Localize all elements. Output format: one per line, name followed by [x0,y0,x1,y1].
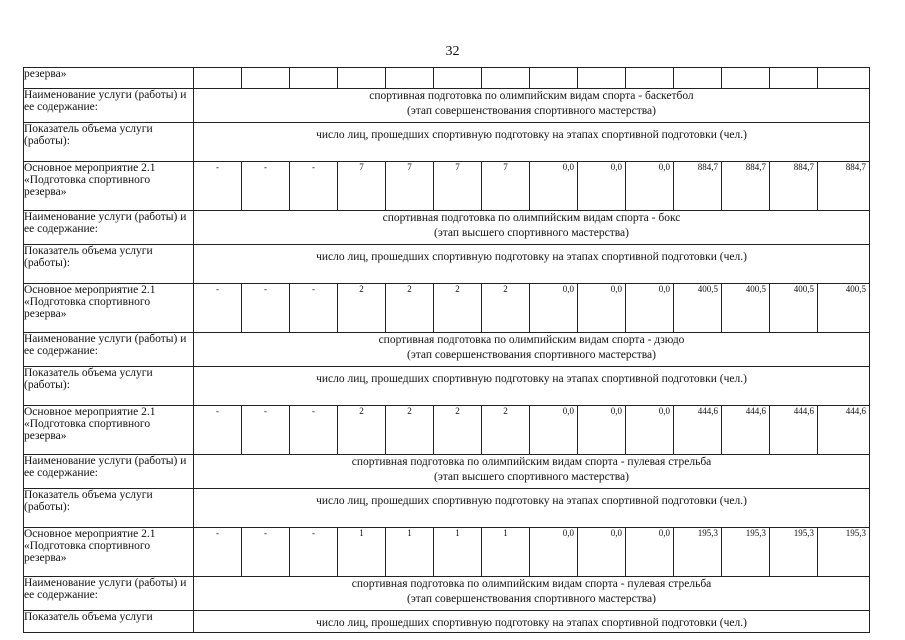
activity-label: Основное мероприятие 2.1 «Подготовка спортивного резерва» [24,284,194,333]
value-cell: - [242,528,290,577]
value-cell: 444,6 [818,406,870,455]
value-cell: 195,3 [770,528,818,577]
empty-cell [578,68,626,89]
activity-label: Основное мероприятие 2.1 «Подготовка спортивного резерва» [24,162,194,211]
value-cell: 1 [482,528,530,577]
value-cell: 195,3 [818,528,870,577]
service-stage: (этап совершенствования спортивного мастерства) [407,593,656,605]
value-cell: 0,0 [626,528,674,577]
volume-indicator-label: Показатель объема услуги (работы): [24,123,194,162]
value-cell: - [194,528,242,577]
value-cell: 0,0 [530,284,578,333]
value-cell: 884,7 [770,162,818,211]
service-description [194,89,870,123]
value-cell: - [290,162,338,211]
activity-label: Основное мероприятие 2.1 «Подготовка спортивного резерва» [24,528,194,577]
value-cell: 7 [386,162,434,211]
service-description [194,333,870,367]
value-cell: - [290,528,338,577]
value-cell: 2 [482,284,530,333]
service-name-row [24,211,870,245]
value-cell: 2 [386,284,434,333]
service-title: спортивная подготовка по олимпийским видам спорта - пулевая стрельба [351,578,712,590]
volume-indicator-label: Показатель объема услуги (работы): [24,245,194,284]
empty-cell [242,68,290,89]
value-cell: 0,0 [626,284,674,333]
volume-indicator-row [24,123,870,162]
services-table [23,67,870,633]
value-cell: 0,0 [578,284,626,333]
value-cell: 0,0 [530,162,578,211]
empty-cell [482,68,530,89]
service-title: спортивная подготовка по олимпийским видам спорта - дзюдо [378,334,685,346]
value-cell: 400,5 [770,284,818,333]
value-cell: 0,0 [626,406,674,455]
volume-indicator-row [24,611,870,633]
empty-cell [338,68,386,89]
value-cell: 195,3 [674,528,722,577]
empty-cell [674,68,722,89]
volume-indicator-row [24,245,870,284]
value-cell: - [242,162,290,211]
volume-indicator-row [24,489,870,528]
value-cell: 884,7 [722,162,770,211]
service-stage: (этап совершенствования спортивного мастерства) [407,349,656,361]
volume-indicator-row [24,367,870,406]
service-description [194,211,870,245]
value-cell: 884,7 [818,162,870,211]
activity-row [24,284,870,333]
value-cell: 400,5 [674,284,722,333]
value-cell: - [194,284,242,333]
service-name-label: Наименование услуги (работы) и ее содержание: [24,455,194,489]
value-cell: - [242,406,290,455]
service-name-row [24,577,870,611]
value-cell: 0,0 [530,528,578,577]
value-cell: 7 [338,162,386,211]
value-cell: 0,0 [578,528,626,577]
volume-indicator-label: Показатель объема услуги (работы): [24,367,194,406]
service-stage: (этап высшего спортивного мастерства) [434,227,629,239]
table-row-continuation [24,68,870,89]
value-cell: - [290,284,338,333]
value-cell: 195,3 [722,528,770,577]
value-cell: 2 [338,284,386,333]
value-cell: 1 [386,528,434,577]
service-stage: (этап высшего спортивного мастерства) [434,471,629,483]
empty-cell [770,68,818,89]
service-name-label: Наименование услуги (работы) и ее содержание: [24,211,194,245]
value-cell: 400,5 [722,284,770,333]
value-cell: 444,6 [674,406,722,455]
value-cell: - [242,284,290,333]
value-cell: 444,6 [770,406,818,455]
service-title: спортивная подготовка по олимпийским видам спорта - баскетбол [369,90,694,102]
volume-indicator-text: число лиц, прошедших спортивную подготовку на этапах спортивной подготовки (чел.) [194,367,870,406]
activity-row [24,406,870,455]
value-cell: 0,0 [626,162,674,211]
value-cell: - [194,162,242,211]
service-name-label: Наименование услуги (работы) и ее содержание: [24,333,194,367]
service-title: спортивная подготовка по олимпийским видам спорта - пулевая стрельба [351,456,712,468]
value-cell: 2 [386,406,434,455]
service-name-label: Наименование услуги (работы) и ее содержание: [24,577,194,611]
value-cell: 0,0 [530,406,578,455]
value-cell: - [194,406,242,455]
activity-label: Основное мероприятие 2.1 «Подготовка спортивного резерва» [24,406,194,455]
service-description [194,455,870,489]
volume-indicator-label: Показатель объема услуги [24,611,194,633]
service-stage: (этап совершенствования спортивного мастерства) [407,105,656,117]
value-cell: 0,0 [578,162,626,211]
activity-row [24,528,870,577]
volume-indicator-text: число лиц, прошедших спортивную подготовку на этапах спортивной подготовки (чел.) [194,489,870,528]
volume-indicator-text: число лиц, прошедших спортивную подготовку на этапах спортивной подготовки (чел.) [194,245,870,284]
empty-cell [530,68,578,89]
value-cell: 2 [338,406,386,455]
activity-label-tail: резерва» [24,68,194,89]
value-cell: 2 [482,406,530,455]
volume-indicator-text: число лиц, прошедших спортивную подготовку на этапах спортивной подготовки (чел.) [194,611,870,633]
value-cell: 7 [482,162,530,211]
value-cell: 1 [338,528,386,577]
empty-cell [722,68,770,89]
empty-cell [818,68,870,89]
service-description [194,577,870,611]
empty-cell [434,68,482,89]
service-name-label: Наименование услуги (работы) и ее содержание: [24,89,194,123]
value-cell: - [290,406,338,455]
value-cell: 2 [434,284,482,333]
empty-cell [290,68,338,89]
empty-cell [386,68,434,89]
empty-cell [194,68,242,89]
volume-indicator-text: число лиц, прошедших спортивную подготовку на этапах спортивной подготовки (чел.) [194,123,870,162]
service-title: спортивная подготовка по олимпийским видам спорта - бокс [382,212,681,224]
value-cell: 2 [434,406,482,455]
page-number: 32 [445,44,460,59]
value-cell: 884,7 [674,162,722,211]
value-cell: 444,6 [722,406,770,455]
value-cell: 0,0 [578,406,626,455]
activity-row [24,162,870,211]
value-cell: 400,5 [818,284,870,333]
service-name-row [24,455,870,489]
service-name-row [24,89,870,123]
volume-indicator-label: Показатель объема услуги (работы): [24,489,194,528]
service-name-row [24,333,870,367]
value-cell: 1 [434,528,482,577]
empty-cell [626,68,674,89]
value-cell: 7 [434,162,482,211]
